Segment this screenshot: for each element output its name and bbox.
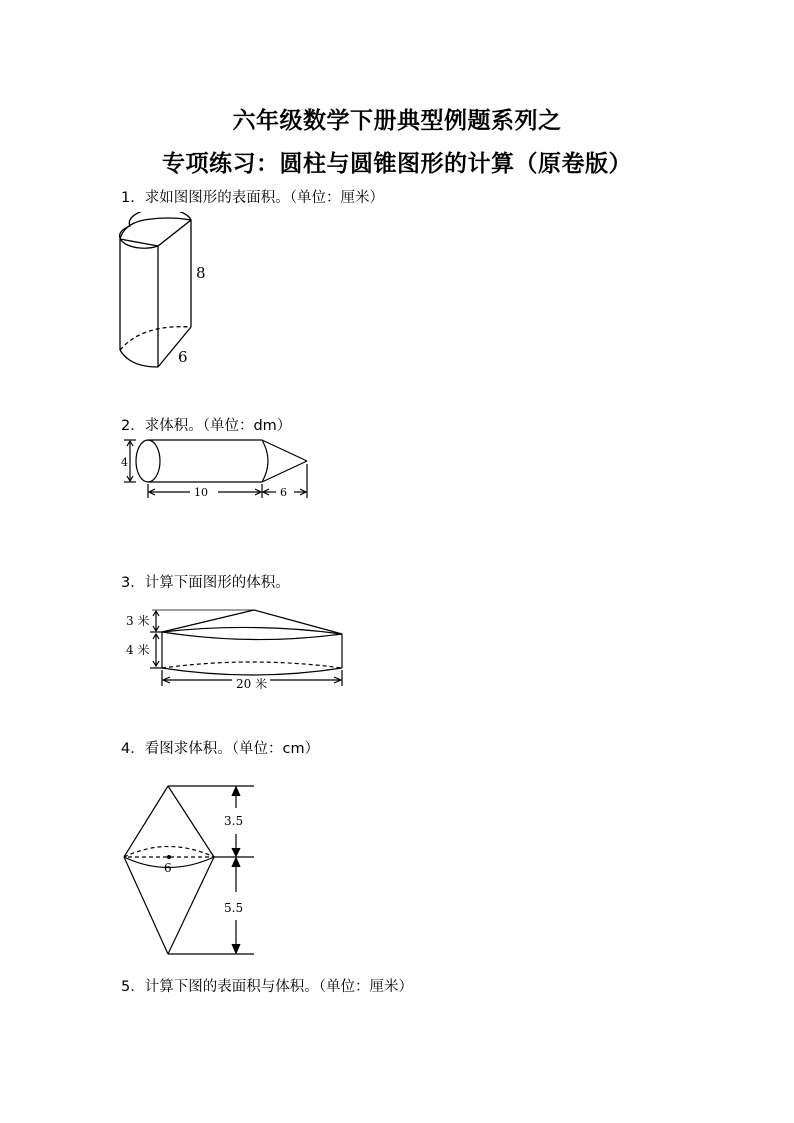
q2-diameter-label: 4 (121, 456, 128, 469)
page-title: 六年级数学下册典型例题系列之 (232, 108, 562, 134)
half-cylinder-figure (112, 212, 222, 372)
q4-upper-height-label: 3.5 (224, 814, 244, 828)
q1-diameter-label: 6 (178, 348, 188, 366)
q4-diameter-label: 6 (164, 861, 172, 875)
question-2-text: 2．求体积。（单位：dm） (121, 418, 292, 434)
q2-cylinder-length-label: 10 (194, 486, 208, 499)
question-1-text: 1．求如图图形的表面积。（单位：厘米） (121, 190, 384, 206)
q3-cylinder-height-label: 4 米 (126, 643, 150, 657)
q1-height-label: 8 (196, 264, 206, 282)
q4-lower-height-label: 5.5 (224, 901, 244, 915)
q3-diameter-label: 20 米 (236, 677, 268, 691)
page-subtitle: 专项练习：圆柱与圆锥图形的计算（原卷版） (162, 151, 632, 177)
q3-cone-height-label: 3 米 (126, 614, 150, 628)
double-cone-figure (118, 780, 260, 960)
cylinder-cone-figure (118, 436, 318, 502)
question-5-text: 5．计算下图的表面积与体积。（单位：厘米） (121, 979, 413, 995)
cylinder-with-cone-figure (122, 604, 350, 694)
q2-cone-length-label: 6 (280, 486, 287, 499)
question-4-text: 4．看图求体积。（单位：cm） (121, 741, 320, 757)
question-3-text: 3．计算下面图形的体积。 (121, 575, 290, 591)
